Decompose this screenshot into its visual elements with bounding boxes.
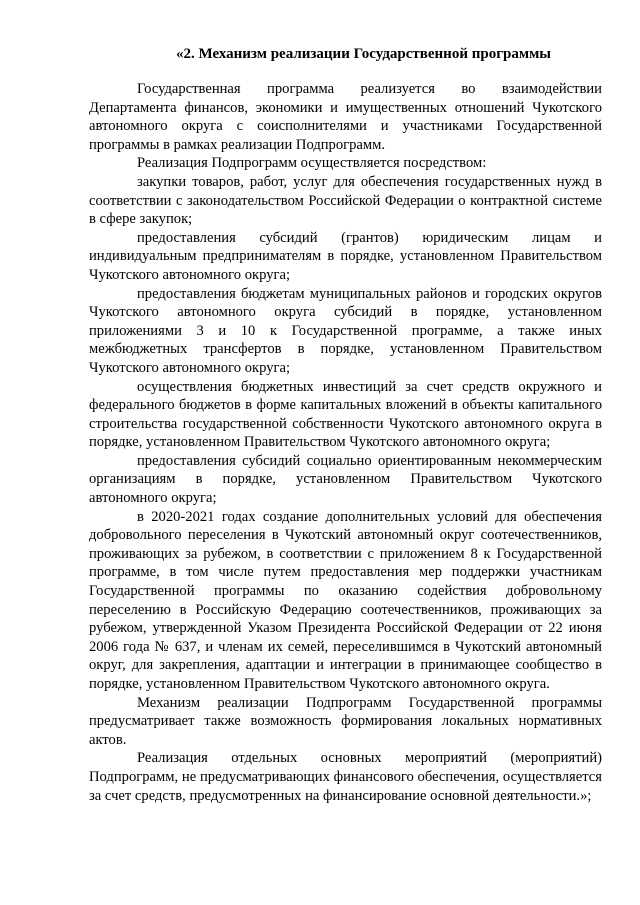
document-page: [89, 44, 602, 805]
paragraph-procurement: закупки товаров, работ, услуг для обеспечения государственных нужд в соответствии с законодательством Российской Федерации о контрактной системе в сфере закупок;: [89, 173, 602, 228]
paragraph-investments: осуществления бюджетных инвестиций за счет средств окружного и федерального бюджетов в форме капитальных вложений в объекты капитального строительства государственной собственности Чукотского автономного округа в порядке, установленном Правительством Чукотского автономного округа;: [89, 378, 602, 451]
paragraph-unfunded-activities: Реализация отдельных основных мероприятий (мероприятий) Подпрограмм, не предусматривающих финансового обеспечения, осуществляется за счет средств, предусмотренных на финансирование основной деятельности.»;: [89, 750, 602, 804]
paragraph-intro: Государственная программа реализуется во взаимодействии Департамента финансов, экономики и имущественных отношений Чукотского автономного округа с соисполнителями и участниками Государственной программы в рамках реализации Подпрограмм.: [89, 81, 602, 153]
paragraph-resettlement: в 2020-2021 годах создание дополнительных условий для обеспечения добровольного переселения в Чукотский автономный округ соотечественников, проживающих за рубежом, в соответствии с приложением 8 к Государственной программе, в том числе путем предоставления мер поддержки участникам Государственной программы по оказанию содействия добровольному переселению в Российскую Федерацию соотечественников, проживающих за рубежом, утвержденной Указом Президента Российской Федерации от 22 июня 2006 года № 637, и членам их семей, переселившимся в Чукотский автономный округ, для закрепления, адаптации и интеграции в принимающее сообщество в порядке, установленном Правительством Чукотского автономного округа.: [89, 508, 602, 692]
paragraph-means: Реализация Подпрограмм осуществляется посредством:: [137, 155, 487, 172]
paragraph-nonprofit-subsidies: предоставления субсидий социально ориентированным некоммерческим организациям в порядке, установленном Правительством Чукотского автономного округа;: [89, 452, 602, 507]
paragraph-grants: предоставления субсидий (грантов) юридическим лицам и индивидуальным предпринимателям в порядке, установленном Правительством Чукотского автономного округа;: [89, 229, 602, 283]
section-heading: «2. Механизм реализации Государственной программы: [176, 46, 551, 62]
paragraph-local-acts: Механизм реализации Подпрограмм Государственной программы предусматривает также возможность формирования локальных нормативных актов.: [89, 694, 602, 748]
paragraph-municipal-subsidies: предоставления бюджетам муниципальных районов и городских округов Чукотского автономного округа субсидий в порядке, установленном приложениями 3 и 10 к Государственной программе, а также иных межбюджетных трансфертов в порядке, установленном Правительством Чукотского автономного округа;: [89, 285, 602, 376]
